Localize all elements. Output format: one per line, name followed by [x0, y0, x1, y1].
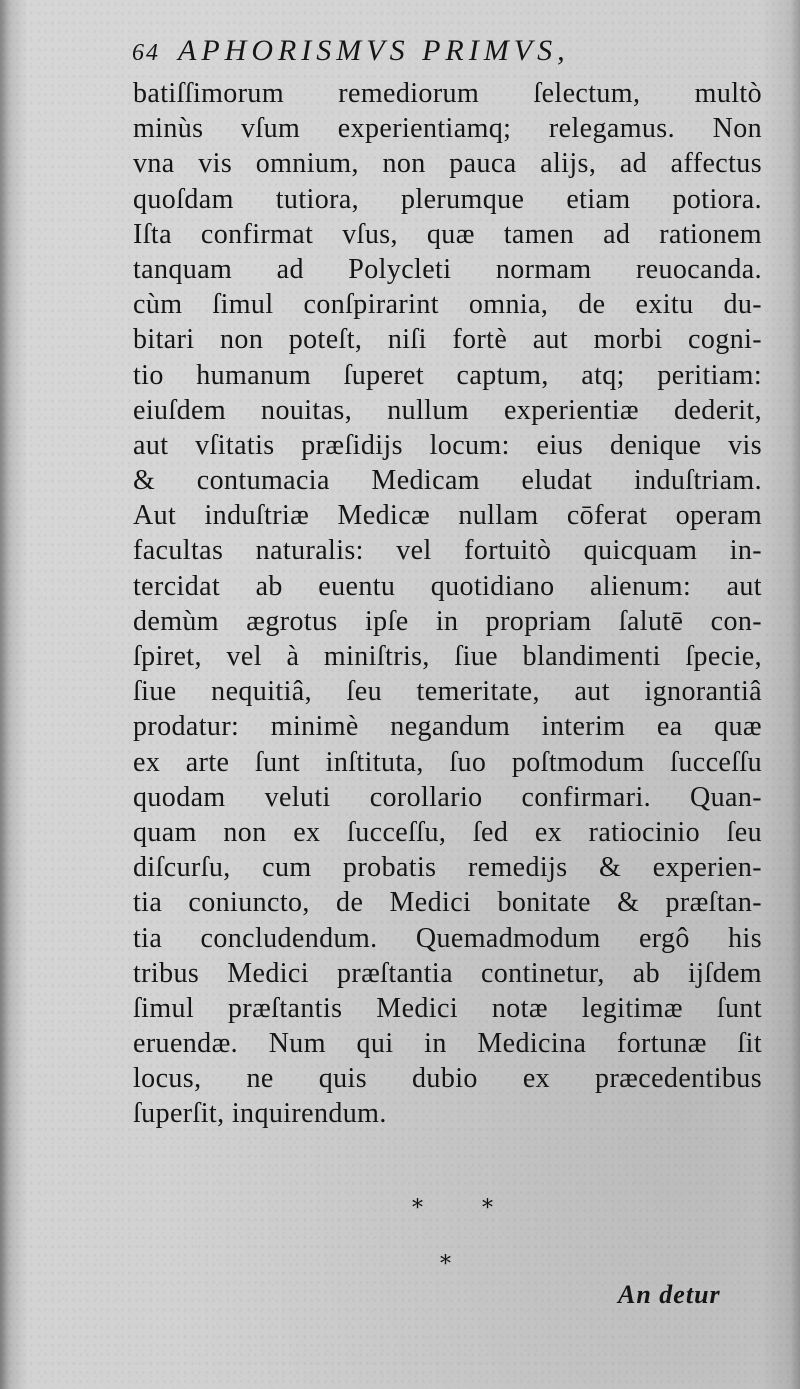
- text-line: tio humanum ſuperet captum, atq; peritiam:: [133, 359, 762, 391]
- text-line: demùm ægrotus ipſe in propriam ſalutē con-: [133, 605, 762, 637]
- running-head: APHORISMVS PRIMVS,: [178, 34, 570, 67]
- text-line: eiuſdem nouitas, nullum experientiæ dederit,: [133, 394, 762, 426]
- text-line: prodatur: minimè negandum interim ea quæ: [133, 711, 762, 743]
- text-line: aut vſitatis præſidijs locum: eius denique vis: [133, 429, 762, 461]
- page-header: [132, 34, 770, 80]
- text-line: ſiue nequitiâ, ſeu temeritate, aut ignorantiâ: [133, 676, 762, 708]
- text-line: cùm ſimul conſpirarint omnia, de exitu du-: [133, 289, 762, 321]
- text-line: eruendæ. Num qui in Medicina fortunæ ſit: [133, 1028, 762, 1060]
- text-line-last: ſuperſit, inquirendum.: [133, 1098, 387, 1130]
- text-line: Aut induſtriæ Medicæ nullam cōferat operam: [133, 500, 762, 532]
- text-line: tia coniuncto, de Medici bonitate & præſtan-: [133, 887, 762, 919]
- text-line: batiſſimorum remediorum ſelectum, multò: [133, 78, 762, 109]
- body-text: [133, 76, 762, 1132]
- text-line: bitari non poteſt, niſi fortè aut morbi cogni-: [133, 324, 762, 356]
- text-line: tanquam ad Polycleti normam reuocanda.: [133, 253, 762, 285]
- text-line: tia concludendum. Quemadmodum ergô his: [133, 922, 762, 954]
- asterism-ornament: *: [440, 1252, 451, 1277]
- text-line: tercidat ab euentu quotidiano alienum: aut: [133, 570, 762, 602]
- text-line: minùs vſum experientiamq; relegamus. Non: [133, 113, 762, 145]
- asterism-ornament: *: [412, 1196, 423, 1221]
- text-line: vna vis omnium, non pauca alijs, ad affectus: [133, 148, 762, 180]
- text-line: diſcurſu, cum probatis remedijs & experien-: [133, 852, 762, 884]
- text-line: facultas naturalis: vel fortuitò quicquam in-: [133, 535, 762, 567]
- page-number: 64: [132, 40, 160, 66]
- text-line: & contumacia Medicam eludat induſtriam.: [133, 465, 762, 497]
- text-line: ſimul præſtantis Medici notæ legitimæ ſunt: [133, 992, 762, 1024]
- text-line: ex arte ſunt inſtituta, ſuo poſtmodum ſucceſſu: [133, 746, 762, 778]
- text-line: quodam veluti corollario confirmari. Quan-: [133, 781, 762, 813]
- text-line: Iſta confirmat vſus, quæ tamen ad rationem: [133, 218, 762, 250]
- text-line: tribus Medici præſtantia continetur, ab ijſdem: [133, 957, 762, 989]
- text-line: locus, ne quis dubio ex præcedentibus: [133, 1063, 762, 1095]
- text-line: quam non ex ſucceſſu, ſed ex ratiocinio ſeu: [133, 816, 762, 848]
- catchword: An detur: [618, 1280, 721, 1309]
- text-line: quoſdam tutiora, plerumque etiam potiora.: [133, 183, 762, 215]
- asterism-ornament: *: [482, 1196, 493, 1221]
- text-line: ſpiret, vel à miniſtris, ſiue blandimenti ſpecie,: [133, 641, 762, 672]
